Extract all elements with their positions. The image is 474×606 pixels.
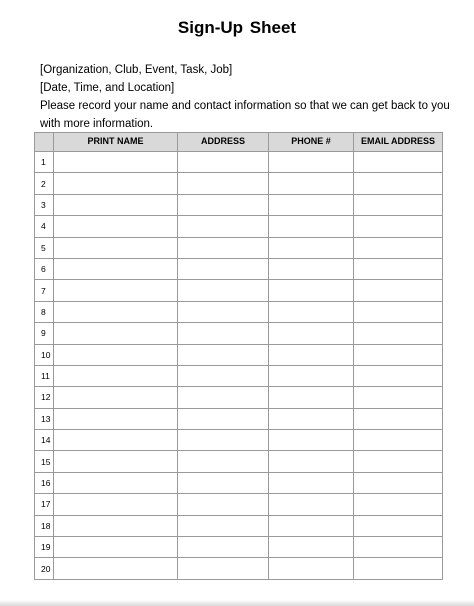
address-cell[interactable] [178, 387, 269, 408]
print-name-cell[interactable] [54, 494, 178, 515]
phone-cell[interactable] [269, 472, 354, 493]
email-address-cell[interactable] [354, 387, 443, 408]
table-row [35, 216, 443, 237]
table-row [35, 365, 443, 386]
row-number: 13 [35, 408, 54, 429]
email-address-cell[interactable] [354, 558, 443, 579]
email-address-cell[interactable] [354, 152, 443, 173]
print-name-cell[interactable] [54, 216, 178, 237]
phone-cell[interactable] [269, 451, 354, 472]
address-cell[interactable] [178, 258, 269, 279]
page-bottom-edge [0, 600, 474, 606]
row-number: 20 [35, 558, 54, 579]
phone-cell[interactable] [269, 387, 354, 408]
email-address-cell[interactable] [354, 258, 443, 279]
row-number: 2 [35, 173, 54, 194]
email-address-cell[interactable] [354, 173, 443, 194]
email-address-cell[interactable] [354, 237, 443, 258]
print-name-cell[interactable] [54, 280, 178, 301]
date-time-location-placeholder: [Date, Time, and Location] [40, 82, 175, 94]
print-name-cell[interactable] [54, 451, 178, 472]
table-row [35, 537, 443, 558]
address-cell[interactable] [178, 280, 269, 301]
email-address-cell[interactable] [354, 451, 443, 472]
print-name-cell[interactable] [54, 365, 178, 386]
email-address-cell[interactable] [354, 494, 443, 515]
address-cell[interactable] [178, 365, 269, 386]
print-name-cell[interactable] [54, 194, 178, 215]
email-address-cell[interactable] [354, 365, 443, 386]
phone-cell[interactable] [269, 323, 354, 344]
print-name-cell[interactable] [54, 258, 178, 279]
phone-cell[interactable] [269, 515, 354, 536]
phone-cell[interactable] [269, 430, 354, 451]
table-row [35, 301, 443, 322]
print-name-cell[interactable] [54, 344, 178, 365]
column-header-email-address: EMAIL ADDRESS [354, 133, 443, 152]
address-cell[interactable] [178, 301, 269, 322]
phone-cell[interactable] [269, 237, 354, 258]
address-cell[interactable] [178, 216, 269, 237]
address-cell[interactable] [178, 323, 269, 344]
print-name-cell[interactable] [54, 173, 178, 194]
address-cell[interactable] [178, 515, 269, 536]
phone-cell[interactable] [269, 173, 354, 194]
email-address-cell[interactable] [354, 472, 443, 493]
row-number: 11 [35, 365, 54, 386]
organization-placeholder: [Organization, Club, Event, Task, Job] [40, 64, 233, 76]
print-name-cell[interactable] [54, 301, 178, 322]
row-number: 1 [35, 152, 54, 173]
table-row [35, 472, 443, 493]
row-number: 4 [35, 216, 54, 237]
row-number: 5 [35, 237, 54, 258]
table-row [35, 344, 443, 365]
phone-cell[interactable] [269, 258, 354, 279]
phone-cell[interactable] [269, 365, 354, 386]
signup-table-body [35, 152, 443, 580]
phone-cell[interactable] [269, 558, 354, 579]
instructions-line-2: with more information. [40, 118, 154, 130]
address-cell[interactable] [178, 430, 269, 451]
address-cell[interactable] [178, 494, 269, 515]
table-row [35, 558, 443, 579]
row-number: 8 [35, 301, 54, 322]
print-name-cell[interactable] [54, 430, 178, 451]
email-address-cell[interactable] [354, 301, 443, 322]
phone-cell[interactable] [269, 280, 354, 301]
address-cell[interactable] [178, 344, 269, 365]
phone-cell[interactable] [269, 216, 354, 237]
email-address-cell[interactable] [354, 515, 443, 536]
print-name-cell[interactable] [54, 387, 178, 408]
address-cell[interactable] [178, 558, 269, 579]
table-row [35, 430, 443, 451]
column-header-number [35, 133, 54, 152]
row-number: 3 [35, 194, 54, 215]
column-header-phone: PHONE # [269, 133, 354, 152]
row-number: 15 [35, 451, 54, 472]
address-cell[interactable] [178, 173, 269, 194]
column-header-address: ADDRESS [178, 133, 269, 152]
header-row [35, 133, 443, 152]
table-row [35, 515, 443, 536]
phone-cell[interactable] [269, 301, 354, 322]
address-cell[interactable] [178, 537, 269, 558]
address-cell[interactable] [178, 472, 269, 493]
email-address-cell[interactable] [354, 280, 443, 301]
table-row [35, 258, 443, 279]
print-name-cell[interactable] [54, 152, 178, 173]
table-row [35, 194, 443, 215]
row-number: 17 [35, 494, 54, 515]
email-address-cell[interactable] [354, 194, 443, 215]
table-row [35, 237, 443, 258]
print-name-cell[interactable] [54, 558, 178, 579]
address-cell[interactable] [178, 237, 269, 258]
table-row [35, 408, 443, 429]
print-name-cell[interactable] [54, 237, 178, 258]
row-number: 7 [35, 280, 54, 301]
phone-cell[interactable] [269, 194, 354, 215]
table-row [35, 280, 443, 301]
print-name-cell[interactable] [54, 472, 178, 493]
table-row [35, 387, 443, 408]
table-row [35, 152, 443, 173]
email-address-cell[interactable] [354, 408, 443, 429]
address-cell[interactable] [178, 194, 269, 215]
column-header-print-name: PRINT NAME [54, 133, 178, 152]
print-name-cell[interactable] [54, 515, 178, 536]
row-number: 9 [35, 323, 54, 344]
row-number: 16 [35, 472, 54, 493]
email-address-cell[interactable] [354, 537, 443, 558]
row-number: 12 [35, 387, 54, 408]
phone-cell[interactable] [269, 494, 354, 515]
row-number: 19 [35, 537, 54, 558]
print-name-cell[interactable] [54, 408, 178, 429]
signup-table [34, 132, 443, 580]
phone-cell[interactable] [269, 344, 354, 365]
page-title: Sign-Up Sheet [177, 18, 297, 37]
print-name-cell[interactable] [54, 537, 178, 558]
address-cell[interactable] [178, 152, 269, 173]
phone-cell[interactable] [269, 537, 354, 558]
row-number: 10 [35, 344, 54, 365]
phone-cell[interactable] [269, 152, 354, 173]
row-number: 18 [35, 515, 54, 536]
email-address-cell[interactable] [354, 216, 443, 237]
email-address-cell[interactable] [354, 323, 443, 344]
table-row [35, 451, 443, 472]
address-cell[interactable] [178, 451, 269, 472]
address-cell[interactable] [178, 408, 269, 429]
row-number: 14 [35, 430, 54, 451]
row-number: 6 [35, 258, 54, 279]
instructions-line-1: Please record your name and contact information so that we can get back to you [40, 100, 450, 112]
table-row [35, 323, 443, 344]
table-row [35, 494, 443, 515]
email-address-cell[interactable] [354, 344, 443, 365]
email-address-cell[interactable] [354, 430, 443, 451]
table-row [35, 173, 443, 194]
phone-cell[interactable] [269, 408, 354, 429]
print-name-cell[interactable] [54, 323, 178, 344]
